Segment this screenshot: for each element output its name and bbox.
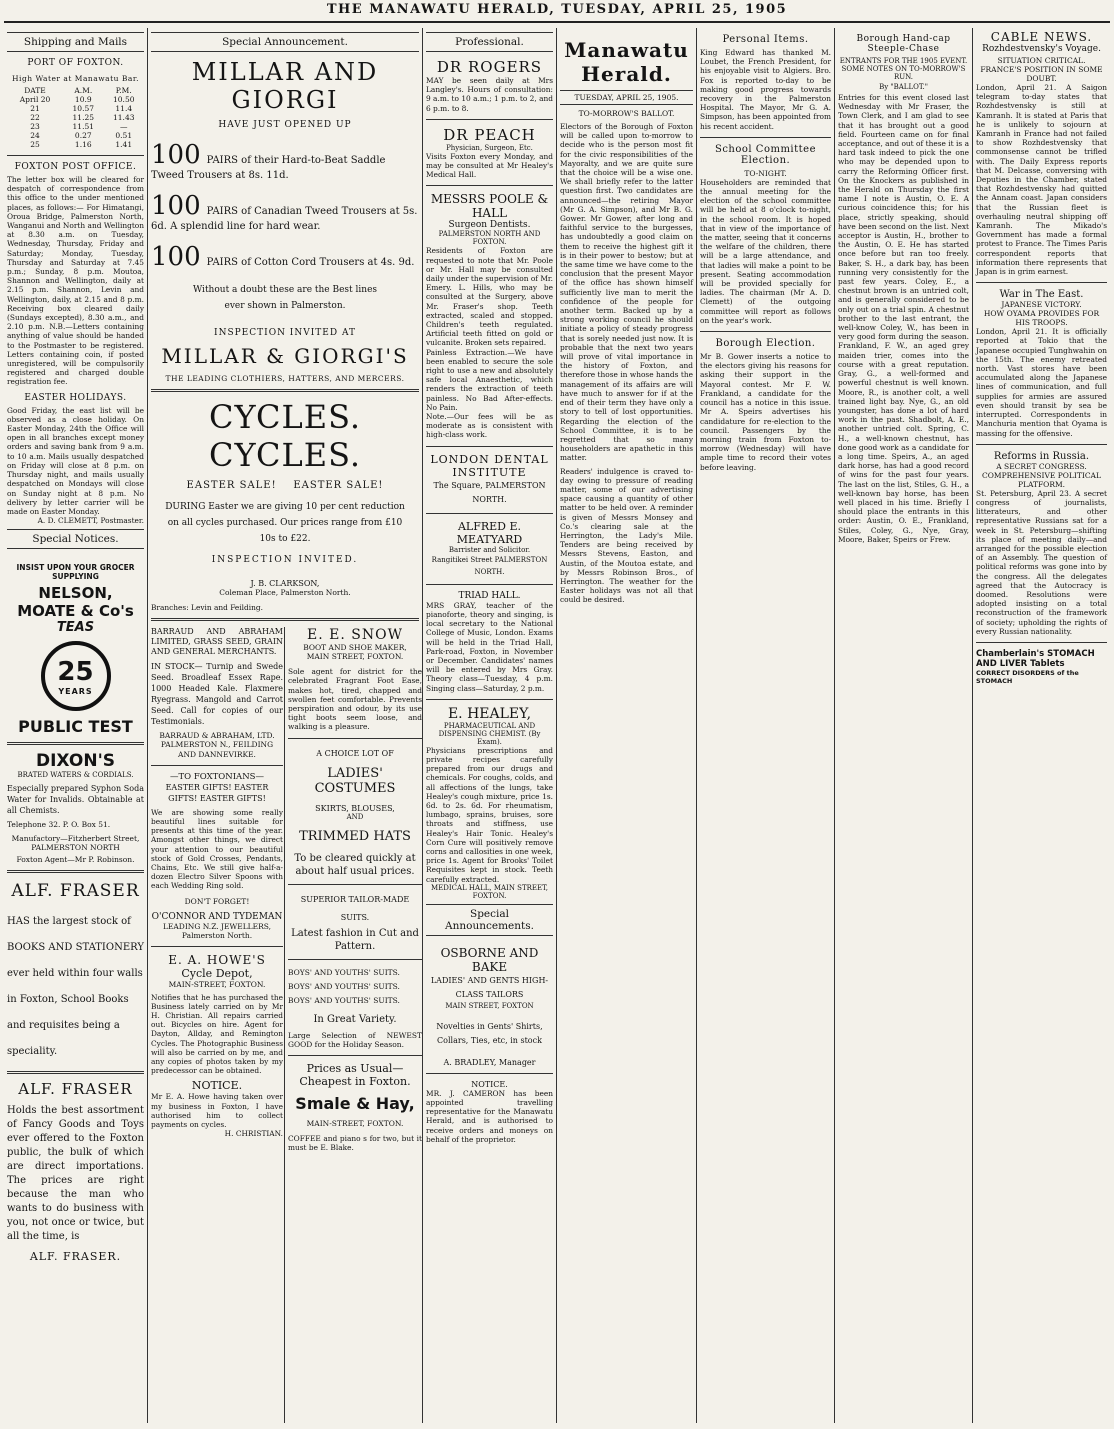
divider <box>426 1073 553 1074</box>
japanese-title: JAPANESE VICTORY. <box>1001 300 1082 310</box>
public-test-title: PUBLIC TEST <box>18 717 133 737</box>
snow-text: Sole agent for district for the celebrated Fragrant Foot Ease, makes hot, tired, chapped and swollen feet comfortable. Prevents perspiration and odour, by its use tight boots seem loose, and walking is a pleasure. <box>288 667 422 732</box>
trouser-item <box>151 191 419 232</box>
large-selection: Large Selection of NEWEST GOOD for the Holiday Season. <box>288 1030 422 1049</box>
peach-title: DR PEACH <box>443 125 536 144</box>
table-row <box>7 86 144 95</box>
divider <box>7 155 144 156</box>
dixon-sub: BRATED WATERS & CORDIALS. <box>17 771 134 780</box>
divider <box>151 765 283 766</box>
osborne-sub: LADIES' AND GENTS HIGH-CLASS TAILORS <box>430 975 549 999</box>
personal-text: King Edward has thanked M. Loubet, the French President, for his enjoyable visit to Algiers. Bro. Fox is reported to-day to be making good progress towards recovery in the Palmerston Hospital. The Mayor, Mr G. A. Simpson, has been appointed from his recent accident. <box>700 48 831 131</box>
trouser-item <box>151 242 419 272</box>
masthead-rule <box>4 21 1110 23</box>
divider <box>288 1055 422 1056</box>
divider <box>151 618 419 621</box>
table-header: DATE <box>24 86 46 95</box>
fraser-text-2: Holds the best assortment of Fancy Goods and Toys ever offered to the Foxton public, the bulk of which are direct importations. The prices are right because the man who wants to do business with you, not once or twice, but all the time, is <box>7 1105 144 1243</box>
gray-text: MRS GRAY, teacher of the pianoforte, theory and singing, is local secretary to the National College of Music, London. Exams will be held in the Triad Hall, Park-road, Foxton, in November or December. Candidates' names will be entered by Mrs Gray. Theory class—Tuesday, 4 p.m. Singing class—Saturday, 2 p.m. <box>426 600 553 693</box>
inspection-text: INSPECTION INVITED AT <box>214 328 356 338</box>
dixon-manufactory: Manufactory—Fitzherbert Street, PALMERSTON NORTH <box>11 833 140 852</box>
painless-text: Painless Extraction.—We have been enabled to secure the sole right to use a new and absolutely safe local Anaesthetic, which renders the extraction of teeth painless. No Bad After-effects. No Pain. <box>426 347 553 412</box>
table-cell: 11.51 <box>72 122 95 131</box>
fraser-signature: ALF. FRASER. <box>29 1250 122 1264</box>
table-cell: 1.41 <box>115 140 133 149</box>
notice-text: MR. J. CAMERON has been appointed travelling representative for the Manawatu Herald, and is authorised to receive orders and moneys on behalf of the proprietor. <box>426 1088 553 1144</box>
table-cell: 21 <box>30 104 40 113</box>
divider <box>288 738 422 739</box>
steeplechase-text: Entries for this event closed last Wednesday with Mr Fraser, the Town Clerk, and I am glad to see that it has brought out a good field. Fourteen came on for final acceptance, and out of these it is a hard task indeed to pick the one who may be depended upon to carry the Reforming Officer first. On the Knockers as published in the Herald on Thursday the first name I note is Austin, O. E. A curious coincidence this; for his place, strictly speaking, should have been second on the list. Next acceptor is Austin, H., brother to the Austin, O. E. He has started once before but ran too freely. Baker, S. H., a dark bay, has been running very consistently for the past few years. Coley, E., a chestnut brown is an untried colt, and is generally considered to be only out on a trial spin. A chestnut brother to the last entrant, the well-know Coley, W., has been in very good form during the season. Frankland, F. W., an aged grey maiden trier, comes into the course with a great reputation. Gray, G., a well-formed and powerful chestnut is well known. Moore, R., is another colt, a well trained light bay. Nye, G., an old youngster, has done a lot of hard work in the past. Shadbolt, A. E., another untried colt. Spring, C. H., a well-known chestnut, has done good work as a candidate for a long time. Speirs, A., an aged dark horse, has had a good record of wins for the past four years. The last on the list, Stiles, G. H., a well-known bay horse, has been well placed in his time. Briefly I should place the entrants in this order: Austin, O. E., Frankland, Stiles, Coley, G., Nye, Gray, Moore, Baker, Speirs or Frew. <box>838 93 969 544</box>
healey-title: E. HEALEY, <box>447 705 532 722</box>
column-cable <box>973 28 1110 1423</box>
fees-text: Note.—Our fees will be as moderate as is consistent with high-class work. <box>426 412 553 440</box>
table-cell: 10.9 <box>74 95 92 104</box>
divider <box>7 742 144 745</box>
steeplechase-sub: ENTRANTS FOR THE 1905 EVENT. <box>839 57 968 65</box>
osborne-text: Novelties in Gents' Shirts, Collars, Ties, etc, in stock <box>436 1021 543 1045</box>
item-number: 100 <box>151 242 201 272</box>
column-rule <box>284 627 285 1423</box>
gifts-text: We are showing some really beautiful lines suitable for presents at this time of the year. Amongst other things, we direct your attention to our beautiful stock of Gold Crosses, Pendants, Chains, Etc. We still give half-a-dozen Electro Silver Spoons with each Wedding Ring sold. <box>151 807 283 891</box>
column-personal <box>697 28 834 1423</box>
ladies-costumes: LADIES' COSTUMES <box>314 765 396 796</box>
editorial-text: Electors of the Borough of Foxton will be called upon to-morrow to decide who is the person most fit for the civic responsibilities of the Mayoralty, and we are quite sure that the choice will be a wise one. We shall briefly refer to the latter question first. Two candidates are announced—the retiring Mayor (Mr G. A. Simpson), and Mr B. G. Gower. Mr Gower, after long and faithful service to the burgesses, has undoubtedly a good claim on them to receive the highest gift it is in their power to bestow; but at the same time we have come to the conclusion that the present Mayor of the office has shown himself sufficiently live man to merit the confidence of the people for another term. Backed up by a strong working council he should initiate a policy of steady progress that is sorely needed just now. It is probable that the next two years will prove of vital importance in the history of Foxton, and therefore those in whose hands the management of its affairs are will have much to answer for if at the end of their term they have only a story to tell of lost opportunities. Regarding the election of the School Committee, it is to be regretted that so many householders are apathetic in this matter. <box>560 122 693 463</box>
and-text: AND <box>346 812 364 821</box>
fraser-title-2: ALF. FRASER <box>18 1080 133 1099</box>
london-title: LONDON DENTAL INSTITUTE <box>430 452 549 479</box>
medical-hall: MEDICAL HALL, MAIN STREET, FOXTON. <box>430 883 548 900</box>
branches-text: Branches: Levin and Feilding. <box>151 603 263 612</box>
snow-title: E. E. SNOW <box>307 627 403 644</box>
divider <box>976 444 1107 445</box>
divider <box>7 870 144 873</box>
masthead: THE MANAWATU HERALD, TUESDAY, APRIL 25, 1905 <box>326 2 788 17</box>
table-cell: 23 <box>30 122 40 131</box>
congress-title: A SECRET CONGRESS. <box>996 461 1087 471</box>
ad-split <box>151 627 422 1423</box>
divider <box>426 446 553 447</box>
borough-title: Borough Election. <box>715 338 816 350</box>
insist-text: INSIST UPON YOUR GROCER SUPPLYING <box>16 563 135 582</box>
table-cell: 10.57 <box>72 104 95 113</box>
rozh-title: Rozhdestvensky's Voyage. <box>982 44 1101 54</box>
millar-title: MILLAR AND GIORGI <box>191 58 379 114</box>
cable-text-3: St. Petersburg, April 23. A secret congress of journalists, litterateurs, and other representative Russians sat for a week in St. Petersburg—shifting its place of meeting daily—and arranged for the possible election of an Assembly. The question of political reforms was gone into by the congress. All the delegates agreed that the Autocracy is doomed. Resolutions were adopted insisting on a total reconstruction of the framework of society; upholding the rights of every Russian nationality. <box>976 488 1107 636</box>
howe-title: E. A. HOWE'S <box>168 952 266 967</box>
ad-column-left <box>151 627 283 1423</box>
boys-line: BOYS' AND YOUTHS' SUITS. <box>288 995 400 1005</box>
years-seal <box>41 641 111 711</box>
clothiers-text: THE LEADING CLOTHIERS, HATTERS, AND MERCERS. <box>165 374 405 383</box>
quickly-text: To be cleared quickly at about half usual prices. <box>294 852 416 877</box>
poole-address: PALMERSTON NORTH AND FOXTON. <box>438 230 541 247</box>
france-title: FRANCE'S POSITION IN SOME DOUBT. <box>980 65 1103 83</box>
teas-title: TEAS <box>56 620 95 636</box>
notice-title: NOTICE. <box>191 1079 243 1093</box>
chamberlain-title: Chamberlain's STOMACH AND LIVER Tablets <box>976 648 1095 669</box>
alfred-title: ALFRED E. MEATYARD <box>456 519 523 546</box>
peach-text: Visits Foxton every Monday, and may be consulted at Mr Healey's Medical Hall. <box>426 151 553 180</box>
dixon-text: Especially prepared Syphon Soda Water for Invalids. Obtainable at all Chemists. <box>7 784 144 816</box>
notice-text: Mr E. A. Howe having taken over my business in Foxton, I have authorised him to collect payments on cycles. <box>151 1092 283 1130</box>
table-cell: 25 <box>30 140 40 149</box>
divider <box>700 137 831 138</box>
school-title: School Committee Election. <box>714 143 817 166</box>
chamberlain-sub: CORRECT DISORDERS of the STOMACH <box>976 668 1079 685</box>
coffee-text: COFFEE and piano s for two, but it must be E. Blake. <box>288 1134 422 1153</box>
poole-title: MESSRS POOLE & HALL <box>430 192 549 221</box>
paper-date: TUESDAY, APRIL 25, 1905. <box>560 90 693 105</box>
holidays-text: Good Friday, the east list will be observed as a close holiday. On Easter Monday, 24th the Office will open in all branches except money orders and saving bank from 9 a.m. to 10 a.m. Mails usually despatched on Friday will close at 8 p.m. on Thursday night, and mails usually despatched on Mondays will close on Sunday night at 8 p.m. No delivery by letter carrier will be made on Easter Monday. <box>7 405 144 516</box>
post-office-title: FOXTON POST OFFICE. <box>14 162 137 172</box>
howe-sub: Cycle Depot, <box>181 966 253 980</box>
reforms-title: Reforms in Russia. <box>993 450 1090 462</box>
poole-sub: Surgeon Dentists. <box>448 220 531 231</box>
notice-title: NOTICE. <box>471 1079 508 1089</box>
easter-sale: EASTER SALE! EASTER SALE! <box>186 480 384 491</box>
table-cell: 11.25 <box>72 113 95 122</box>
table-header: P.M. <box>115 86 132 95</box>
without-text: Without a doubt these are the Best lines ever shown in Palmerston. <box>192 285 378 311</box>
prices-text: Prices as Usual— <box>306 1062 404 1076</box>
dont-forget: DON'T FORGET! <box>184 896 250 906</box>
cable-text-2: London, April 21. It is officially reported at Tokio that the Japanese occupied Tunghwahin on the 15th. The enemy retreated north. Vast stores have been accumulated along the Japanese lines of communication, and full supplies for armies are assured even should transit by sea be interrupted. Correspondents in Manchuria mention that Oyama is massing for the offensive. <box>976 327 1107 438</box>
column-professional <box>423 28 556 1423</box>
fraser-title: ALF. FRASER <box>11 881 140 902</box>
healey-sub: PHARMACEUTICAL AND DISPENSING CHEMIST. (By Exam). <box>438 721 541 746</box>
table-cell: — <box>120 122 128 131</box>
personal-title: Personal Items. <box>722 34 809 45</box>
steeplechase-sub2: SOME NOTES ON TO-MORROW'S RUN. <box>841 65 966 81</box>
cycles-text: DURING Easter we are giving 10 per cent reduction on all cycles purchased. Our prices range from £10 10s to £22. <box>165 502 405 544</box>
cable-text-1: London, April 21. A Saigon telegram to-day states that Rozhdestvensky is still at Kamranh. It is stated at Paris that he is unlikely to sojourn at Kamranh in France had not failed to show Rozhdestvensky that commonsense cannot be trifled with. The Daily Express reports that M. Delcasse, conversing with Deputies in the Chamber, stated that Rozhdestvensky had quitted the Annam coast. Japan considers that the Russian fleet is overhauling neutral shipping off Kamranh. The Mikado's Government has made a formal protest to France. The Times Paris correspondent reports that information there represents that Japan is in grim earnest. <box>976 83 1107 277</box>
item-text: PAIRS of their Hard-to-Beat Saddle Tweed Trousers at 8s. 11d. <box>151 155 386 181</box>
table-row <box>7 113 144 122</box>
inspection-invited: INSPECTION INVITED. <box>211 555 359 565</box>
barraud-signature: BARRAUD & ABRAHAM, LTD. PALMERSTON N., FEILDING AND DANNEVIRKE. <box>159 731 275 759</box>
smale-hay-title: Smale & Hay, <box>295 1094 415 1114</box>
divider <box>288 884 422 885</box>
choice-text: A CHOICE LOT OF <box>316 748 394 758</box>
table-row <box>7 131 144 140</box>
peach-sub: Physician, Surgeon, Etc. <box>446 143 533 152</box>
latest-text: Latest fashion in Cut and Pattern. <box>291 927 419 952</box>
steeplechase-byline: By "BALLOT." <box>879 83 928 91</box>
dixon-title: DIXON'S <box>35 751 116 772</box>
column-shipping <box>4 28 147 1423</box>
snow-address: MAIN STREET, FOXTON. <box>306 652 404 662</box>
london-address: The Square, PALMERSTON NORTH. <box>433 480 546 504</box>
ad-column-right <box>288 627 422 1423</box>
table-cell: 22 <box>30 113 40 122</box>
table-row <box>7 104 144 113</box>
table-header: A.M. <box>74 86 93 95</box>
alfred-address: Rangitikei Street PALMERSTON NORTH. <box>431 555 548 576</box>
divider <box>151 389 419 392</box>
editorial-subtitle: TO-MORROW'S BALLOT. <box>578 109 675 118</box>
borough-text: Mr B. Gower inserts a notice to the electors giving his reasons for asking their support in the Mayoral contest. Mr F. W. Frankland, a candidate for the council has a notice in this issue. Mr A. Speirs advertises his candidature for re-election to the council. Passengers by the morning train from Foxton to-morrow (Wednesday) will have ample time to record their votes before leaving. <box>700 352 831 472</box>
table-cell: 0.27 <box>74 131 92 140</box>
divider <box>151 946 283 947</box>
column-editorial <box>557 28 696 1423</box>
paper-title: Manawatu Herald. <box>564 38 689 86</box>
school-sub: TO-NIGHT. <box>744 168 787 178</box>
situation-title: SITUATION CRITICAL. <box>997 56 1086 65</box>
table-row <box>7 95 144 104</box>
years-number: 25 <box>57 656 94 687</box>
dixon-agent: Foxton Agent—Mr P. Robinson. <box>16 854 135 864</box>
boys-line: BOYS' AND YOUTHS' SUITS. <box>288 967 400 977</box>
boys-suits <box>288 966 422 1008</box>
clarkson-name: J. B. CLARKSON, <box>250 579 320 588</box>
divider <box>426 699 553 700</box>
trouser-item <box>151 140 419 181</box>
cheapest-text: Cheapest in Foxton. <box>299 1075 411 1089</box>
section-header: Special Announcement. <box>151 32 419 52</box>
divider <box>426 119 553 120</box>
alfred-sub: Barrister and Solicitor. <box>448 545 531 554</box>
table-cell: 11.4 <box>115 104 133 113</box>
howe-text: Notifies that he has purchased the Business lately carried on by Mr H. Christian. All repairs carried out. Bicycles on hire. Agent for Dayton, Allday, and Remington Cycles. The Photographic Business will also be carried on by me, and any copies of photos taken by my predecessor can be obtained. <box>151 992 283 1076</box>
triad-title: TRIAD HALL. <box>458 590 521 601</box>
oyama-title: HOW OYAMA PROVIDES FOR HIS TROOPS. <box>983 309 1100 328</box>
post-office-text: The letter box will be cleared for despatch of correspondence from this office to the under mentioned places, as follows:— For Himatangi, Oroua Bridge, Palmerston North, Wanganui and North and Wellington at 8.30 a.m. on Tuesday, Wednesday, Thursday, Friday and Saturday; Monday, Tuesday, Thursday and Saturday at 7.45 p.m.; Sunday, 8 p.m. Moutoa, Shannon and Wellington, daily at 2.15 p.m. Shannon, Levin and Wellington, daily, at 2.15 and 8 p.m. Receiving box cleared daily (Sundays excepted), 8.30 a.m., and 2.10 p.m. N.B.—Letters containing anything of value should be handed to the Postmaster to be registered. Letters containing coin, if posted unregistered, will be compulsorily registered and charged double registration fee. <box>7 175 144 387</box>
trimmed-hats: TRIMMED HATS <box>299 828 411 844</box>
rogers-title: DR ROGERS <box>436 58 543 76</box>
divider <box>426 185 553 186</box>
osborne-address: MAIN STREET, FOXTON <box>445 1001 534 1010</box>
platform-title: COMPREHENSIVE POLITICAL PLATFORM. <box>982 470 1101 489</box>
table-cell: 0.51 <box>115 131 133 140</box>
divider <box>976 642 1107 643</box>
section-header: Professional. <box>426 32 553 52</box>
divider <box>426 584 553 585</box>
table-cell: 24 <box>30 131 40 140</box>
osborne-title: OSBORNE AND BAKE <box>440 945 539 974</box>
table-row <box>7 122 144 131</box>
item-number: 100 <box>151 191 201 221</box>
section-header: Special Notices. <box>7 529 144 549</box>
smale-address: MAIN-STREET, FOXTON. <box>306 1119 404 1129</box>
editorial-text-2: Readers' indulgence is craved to-day owing to pressure of reading matter, some of our advertising space causing a quantity of other matter to be held over. A reminder is given of Messrs Monsey and Co.'s clearing sale at the Herrington, the Lady's Mile. Tenders are being received by Messrs Stevens, Easton, and Austin, of the Moutoa estate, and by Messrs Robinson Bros., of Herrington. The weather for the Easter holidays was not all that could be desired. <box>560 466 693 605</box>
steeplechase-title: Borough Hand-cap Steeple-Chase <box>856 34 951 54</box>
christian-sig: H. CHRISTIAN. <box>224 1129 283 1139</box>
dixon-tel: Telephone 32. P. O. Box 51. <box>7 820 111 830</box>
table-row <box>7 140 144 149</box>
war-title: War in The East. <box>999 289 1084 301</box>
barraud-stock: IN STOCK— Turnip and Swede Seed. Broadleaf Essex Rape. 1000 Headed Kale. Flaxmere Ryegrass. Mangold and Carrot Seed. Call for copies of our Testimonials. <box>151 662 283 727</box>
column-steeplechase <box>835 28 972 1423</box>
bradley-text: A. BRADLEY, Manager <box>443 1057 536 1067</box>
table-cell: April 20 <box>19 95 51 104</box>
divider <box>700 331 831 332</box>
rogers-text: MAY be seen daily at Mrs Langley's. Hours of consultation: 9 a.m. to 10 a.m.; 1 p.m. to 2, and 6 p.m. to 8. <box>426 76 553 113</box>
item-number: 100 <box>151 140 201 170</box>
gifts-title: EASTER GIFTS! EASTER GIFTS! EASTER GIFTS! <box>165 782 269 803</box>
divider <box>976 282 1107 283</box>
item-text: PAIRS of Canadian Tweed Trousers at 5s. 6d. A splendid line for hard wear. <box>151 206 418 232</box>
postmaster-sig: A. D. CLEMETT, Postmaster. <box>37 516 144 526</box>
howe-address: MAIN-STREET, FOXTON. <box>168 979 266 989</box>
variety-text: In Great Variety. <box>313 1013 397 1025</box>
tailor-text: SUPERIOR TAILOR-MADE SUITS. <box>300 894 410 922</box>
millar-title-2: MILLAR & GIORGI'S <box>161 344 409 368</box>
section-header: Special Announcements. <box>426 904 553 936</box>
nelson-moate-title: NELSON, MOATE & Co's <box>17 584 134 621</box>
cable-title: CABLE NEWS. <box>990 30 1093 44</box>
school-text: Householders are reminded that the annual meeting for the election of the school committee will be held at 8 o'clock to-night, in the school room. It is hoped that in view of the importance of the matter, seeing that it concerns the welfare of the children, there will be a large attendance, and that ladies will make a point to be present. Seating accommodation will be provided specially for ladies. The chairman (Mr A. D. Clemett) of the outgoing committee will report as follows on the year's work. <box>700 177 831 325</box>
table-cell: 10.50 <box>113 95 135 104</box>
clarkson-address: Coleman Place, Palmerston North. <box>219 588 351 597</box>
item-text: PAIRS of Cotton Cord Trousers at 4s. 9d. <box>206 257 415 268</box>
healey-text: Physicians prescriptions and private recipes carefully prepared from our drugs and chemicals. For coughs, colds, and all affections of the lungs, take Healey's cough mixture, price 1s. 6d. to 2s. 6d. For rheumatism, lumbago, sprains, bruises, sore throats and stiffness, use Healey's Hair Tonic. Healey's Corn Cure will positively remove corns and callosities in one week, price 1s. Agent for Brooks' Toilet Requisites kept in stock. Teeth carefully extracted. <box>426 745 553 884</box>
tide-title: High Water at Manawatu Bar. <box>12 74 139 83</box>
fraser-text: HAS the largest stock of BOOKS AND STATIONERY ever held within four walls in Foxton, School Books and requisites being a speciality. <box>7 916 144 1058</box>
boys-line: BOYS' AND YOUTHS' SUITS. <box>288 981 400 991</box>
foxtonians-title: —TO FOXTONIANS— <box>170 771 264 782</box>
column-special <box>148 28 422 1423</box>
years-word: YEARS <box>58 686 93 696</box>
divider <box>426 513 553 514</box>
port-title: PORT OF FOXTON. <box>27 58 124 68</box>
opened-text: HAVE JUST OPENED UP <box>218 120 352 130</box>
skirts-text: SKIRTS, BLOUSES, <box>315 803 395 813</box>
tide-table <box>7 86 144 149</box>
section-header: Shipping and Mails <box>7 32 144 52</box>
snow-sub: BOOT AND SHOE MAKER, <box>303 643 407 653</box>
barraud-title: BARRAUD AND ABRAHAM LIMITED, GRASS SEED, GRAIN AND GENERAL MERCHANTS. <box>151 627 283 657</box>
poole-text: Residents of Foxton are requested to note that Mr. Poole or Mr. Hall may be consulted daily under the supervision of Mr. Emery. L. Hills, who may be consulted at the Surgery, above Mr. Fraser's shop. Teeth extracted, scaled and stopped. Children's teeth regulated. Artificial teeth fitted on gold or vulcanite. Broken sets repaired. <box>426 246 553 348</box>
jewellers-text: LEADING N.Z. JEWELLERS, Palmerston North. <box>162 921 272 940</box>
cycles-title: CYCLES. CYCLES. <box>208 398 362 474</box>
holidays-title: EASTER HOLIDAYS. <box>24 392 127 403</box>
divider <box>7 1071 144 1074</box>
table-cell: 1.16 <box>74 140 92 149</box>
divider <box>288 959 422 960</box>
oconnor-title: O'CONNOR AND TYDEMAN <box>151 911 283 922</box>
table-cell: 11.43 <box>113 113 135 122</box>
